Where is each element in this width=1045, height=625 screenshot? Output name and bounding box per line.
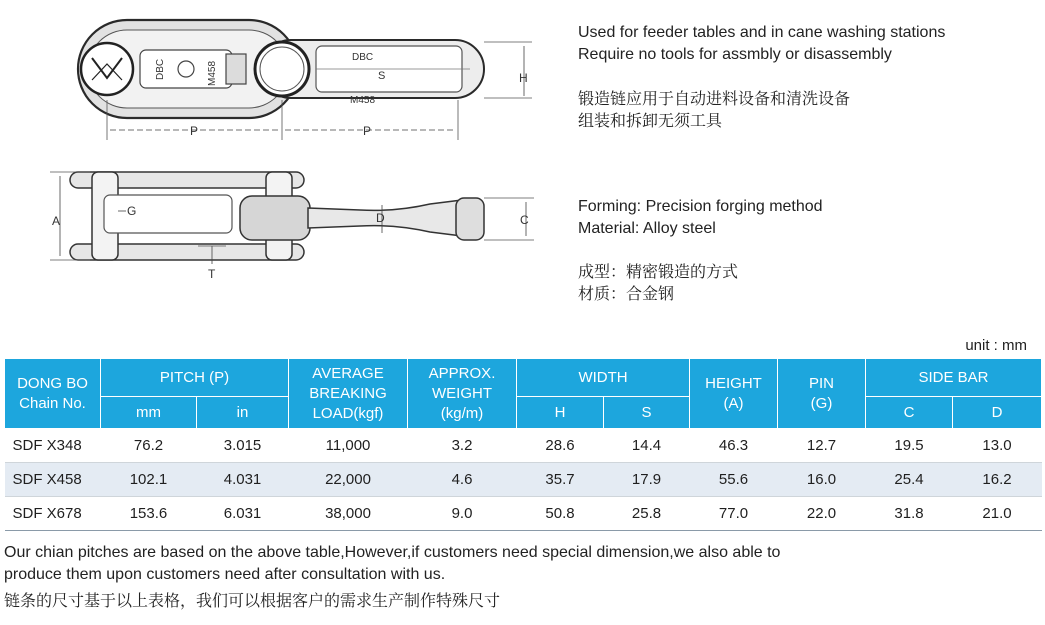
usage-cn-line-2: 组装和拆卸无须工具 — [578, 113, 723, 130]
top-view — [78, 20, 532, 140]
usage-description-en — [578, 22, 945, 66]
forming-line: Forming: Precision forging method — [578, 198, 823, 215]
table-row — [5, 497, 1042, 531]
table-cell: 4.6 — [408, 463, 517, 497]
pin-header-line-1: PIN — [809, 374, 835, 392]
usage-cn-line-1: 锻造链应用于自动进料设备和清洗设备 — [578, 91, 851, 108]
m458-vertical-label: M458 — [207, 60, 218, 86]
table-cell: 16.0 — [778, 463, 866, 497]
table-cell: 17.9 — [604, 463, 690, 497]
table-cell: 153.6 — [101, 497, 197, 531]
pin-header-line-2: (G) — [810, 394, 833, 412]
usage-description-cn — [578, 89, 850, 133]
unit-label: unit : mm — [965, 337, 1027, 354]
pitch-mm-header: mm — [101, 397, 197, 429]
side-view — [50, 172, 534, 281]
side-bar-header: SIDE BAR — [866, 359, 1042, 397]
load-header-line-1: AVERAGE — [312, 364, 384, 382]
weight-header-line-2: WEIGHT — [432, 384, 493, 402]
t-dimension: T — [208, 267, 216, 281]
spec-table — [4, 358, 1042, 531]
table-cell: 14.4 — [604, 429, 690, 463]
table-cell: 31.8 — [866, 497, 953, 531]
width-h-header: H — [517, 397, 604, 429]
usage-line-2: Require no tools for assmbly or disassembly — [578, 46, 892, 63]
height-header-line-2: (A) — [723, 394, 744, 412]
table-cell: 19.5 — [866, 429, 953, 463]
table-cell: 46.3 — [690, 429, 778, 463]
note-en-line-1: Our chian pitches are based on the above table,However,if customers need special dimension,we also able to — [4, 544, 781, 561]
table-cell: 4.031 — [197, 463, 289, 497]
p-dimension-1: P — [190, 124, 199, 138]
pin-header — [778, 359, 866, 429]
table-cell: 11,000 — [289, 429, 408, 463]
weight-header — [408, 359, 517, 429]
table-cell: 3.2 — [408, 429, 517, 463]
table-cell: 25.8 — [604, 497, 690, 531]
table-cell: 102.1 — [101, 463, 197, 497]
h-dimension: H — [519, 71, 528, 85]
table-cell: 6.031 — [197, 497, 289, 531]
chain-no-header — [5, 359, 101, 429]
dbc-vertical-label: DBC — [155, 58, 166, 80]
material-description-cn — [578, 262, 738, 306]
usage-line-1: Used for feeder tables and in cane washing stations — [578, 24, 946, 41]
weight-header-line-3: (kg/m) — [440, 404, 484, 422]
c-dimension: C — [520, 213, 529, 227]
table-cell: 21.0 — [953, 497, 1042, 531]
table-cell: 50.8 — [517, 497, 604, 531]
material-description-en — [578, 196, 823, 240]
height-header-line-1: HEIGHT — [705, 374, 762, 392]
table-cell: 13.0 — [953, 429, 1042, 463]
height-header — [690, 359, 778, 429]
table-cell: 38,000 — [289, 497, 408, 531]
chain-drawing — [0, 0, 560, 300]
table-cell: 12.7 — [778, 429, 866, 463]
table-cell: 28.6 — [517, 429, 604, 463]
p-dimension-2: P — [363, 124, 372, 138]
table-cell: 16.2 — [953, 463, 1042, 497]
chain-no-header-line-1: DONG BO — [17, 374, 88, 392]
table-cell: 55.6 — [690, 463, 778, 497]
table-cell: 35.7 — [517, 463, 604, 497]
load-header-line-2: BREAKING — [309, 384, 387, 402]
width-s-header: S — [604, 397, 690, 429]
weight-header-line-1: APPROX. — [428, 364, 496, 382]
s-label: S — [378, 70, 386, 82]
note-en-line-2: produce them upon customers need after consultation with us. — [4, 566, 446, 583]
table-row — [5, 429, 1042, 463]
side-bar-c-header: C — [866, 397, 953, 429]
load-header-line-3: LOAD(kgf) — [312, 404, 384, 422]
table-cell: 9.0 — [408, 497, 517, 531]
width-header: WIDTH — [517, 359, 690, 397]
a-dimension: A — [52, 214, 61, 228]
chain-no-header-line-2: Chain No. — [19, 394, 86, 412]
pitch-header: PITCH (P) — [101, 359, 289, 397]
forming-cn-line: 成型：精密锻造的方式 — [578, 264, 739, 281]
table-cell: 25.4 — [866, 463, 953, 497]
material-cn-line: 材质：合金钢 — [578, 286, 675, 303]
dbc-label: DBC — [352, 52, 374, 63]
table-cell: 22.0 — [778, 497, 866, 531]
material-line: Material: Alloy steel — [578, 220, 716, 237]
table-cell: SDF X678 — [5, 497, 101, 531]
table-cell: 22,000 — [289, 463, 408, 497]
table-cell: 3.015 — [197, 429, 289, 463]
table-cell: 76.2 — [101, 429, 197, 463]
d-dimension: D — [376, 211, 385, 225]
pitch-in-header: in — [197, 397, 289, 429]
note-cn: 链条的尺寸基于以上表格，我们可以根据客户的需求生产制作特殊尺寸 — [4, 593, 501, 610]
m458-label: M458 — [350, 95, 376, 106]
table-row — [5, 463, 1042, 497]
load-header — [289, 359, 408, 429]
g-dimension: G — [127, 204, 137, 218]
table-cell: SDF X458 — [5, 463, 101, 497]
table-cell: SDF X348 — [5, 429, 101, 463]
table-cell: 77.0 — [690, 497, 778, 531]
side-bar-d-header: D — [953, 397, 1042, 429]
